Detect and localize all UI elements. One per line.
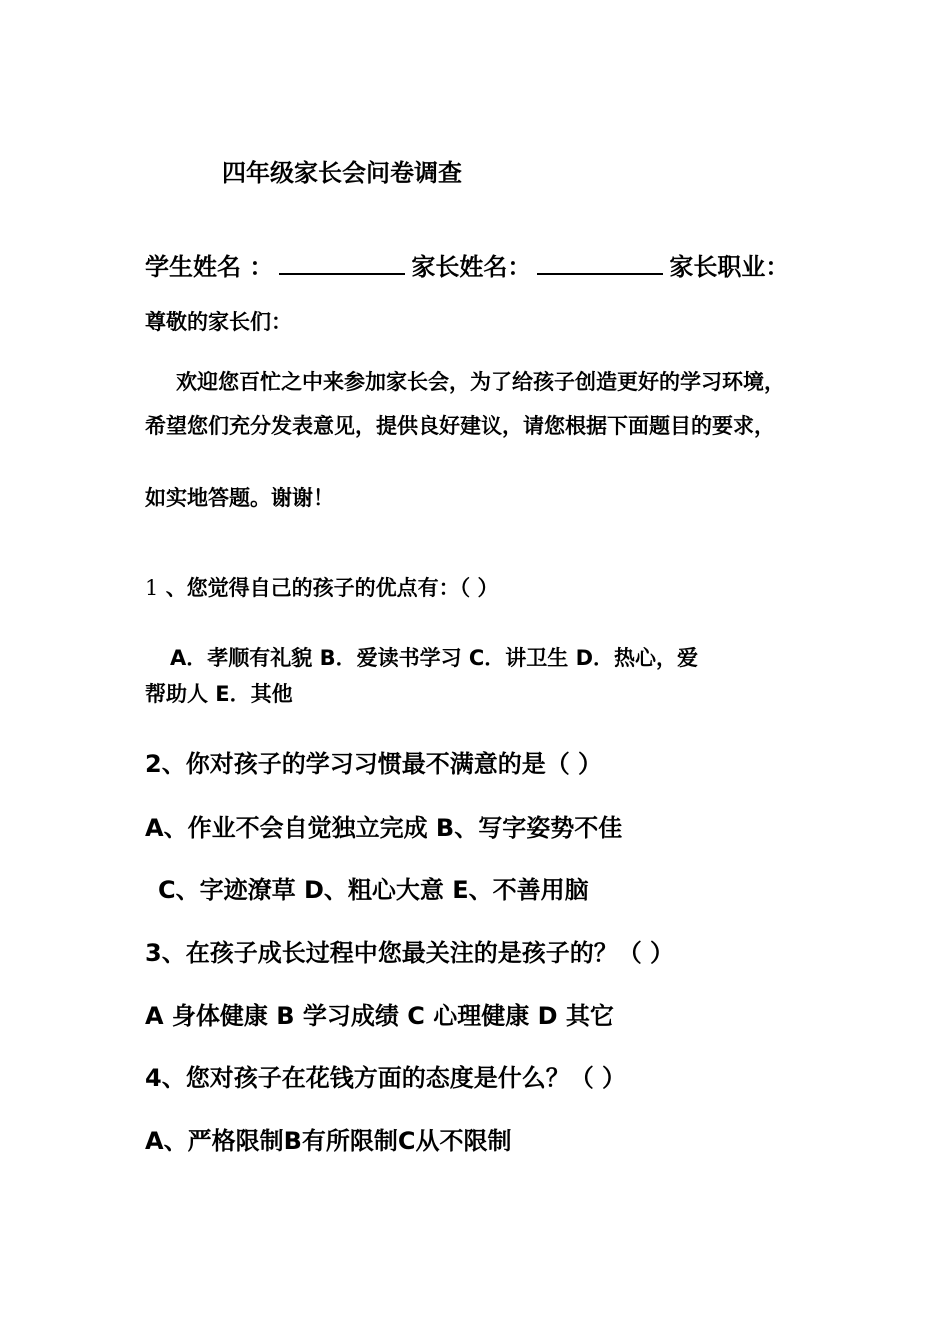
parent-name-blank[interactable]: [537, 253, 663, 275]
student-name-label: 学生姓名 ：: [145, 253, 274, 281]
question-1: [145, 572, 499, 602]
info-row: [145, 247, 789, 282]
question-2-options-line-2: C、字迹潦草 D、粗心大意 E、不善用脑: [158, 876, 589, 904]
intro-line-1: 欢迎您百忙之中来参加家长会，为了给孩子创造更好的学习环境，: [176, 370, 785, 394]
question-2-options-line-1: A、作业不会自觉独立完成 B、写字姿势不佳: [145, 814, 623, 842]
question-3-options: A 身体健康 B 学习成绩 C 心理健康 D 其它: [145, 1002, 614, 1030]
student-name-blank[interactable]: [279, 253, 405, 275]
parent-name-label: 家长姓名：: [411, 253, 532, 281]
intro-line-3: 如实地答题。谢谢！: [145, 486, 334, 510]
parent-job-label: 家长职业：: [669, 253, 790, 281]
question-1-options-line-1: A．孝顺有礼貌 B．爱读书学习 C．讲卫生 D．热心，爱: [170, 646, 699, 670]
question-2: 2、你对孩子的学习习惯最不满意的是（ ）: [145, 750, 603, 778]
question-1-number: 1: [145, 576, 159, 600]
intro-line-2: 希望您们充分发表意见，提供良好建议，请您根据下面题目的要求，: [145, 414, 775, 438]
question-1-options-line-2: 帮助人 E．其他: [145, 682, 293, 706]
question-4-options: A、严格限制B有所限制C从不限制: [145, 1127, 512, 1155]
question-4: 4、您对孩子在花钱方面的态度是什么？（ ）: [145, 1064, 627, 1092]
greeting: 尊敬的家长们：: [145, 310, 292, 334]
question-3: 3、在孩子成长过程中您最关注的是孩子的？（ ）: [145, 939, 675, 967]
page-title: 四年级家长会问卷调查: [222, 159, 462, 187]
question-1-text: 、您觉得自己的孩子的优点有：（ ）: [165, 576, 499, 600]
